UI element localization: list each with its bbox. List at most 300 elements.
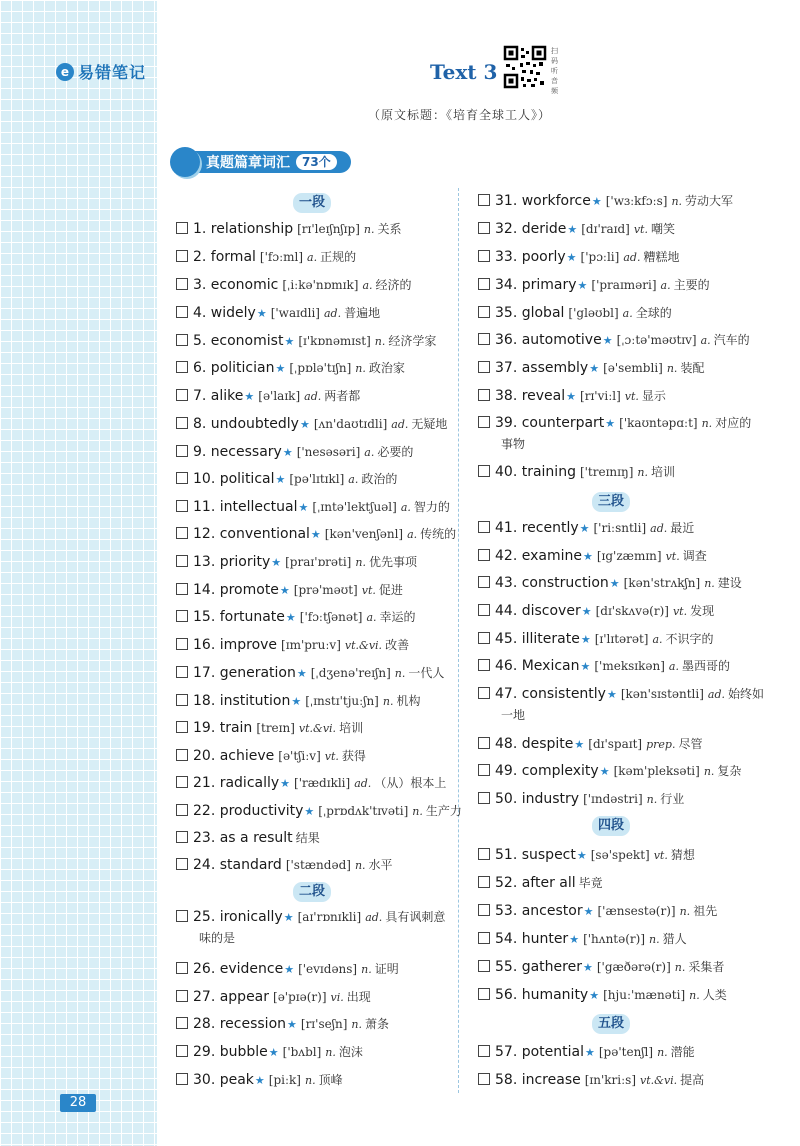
entry-meaning: 政治家 [368,361,405,375]
entry-phonetic: [dɪ'skʌvə(r)] [595,604,669,618]
vocab-entry [176,907,445,948]
entry-checkbox[interactable] [176,1073,188,1085]
star-icon: ★ [580,660,591,673]
entry-pos: vt.&vi. [298,722,337,735]
entry-word: 43. construction [495,575,609,591]
vocab-entry [176,303,380,324]
entry-meaning: 促进 [378,583,403,597]
entry-checkbox[interactable] [176,1017,188,1029]
vocab-entry [176,524,456,545]
entry-phonetic: [dɪ'spaɪt] [588,737,643,751]
star-icon: ★ [599,765,610,778]
entry-checkbox[interactable] [176,694,188,706]
entry-word: 45. illiterate [495,631,580,647]
entry-meaning: 具有讽刺意 [385,910,446,924]
entry-pos: n. [701,417,713,430]
star-icon: ★ [291,695,302,708]
entry-phonetic: [ˌɔːtə'məʊtɪv] [616,333,697,347]
star-icon: ★ [606,688,617,701]
entry-meaning: 经济的 [375,278,412,292]
entry-meaning: 正规的 [320,250,357,264]
entry-pos: a. [407,528,418,541]
vocab-entry [176,247,356,268]
entry-meaning: 顶峰 [318,1073,343,1087]
entry-word: 38. reveal [495,388,566,404]
star-icon: ★ [582,550,593,563]
entry-word: 55. gatherer [495,959,582,975]
entry-pos: n. [671,195,683,208]
star-icon: ★ [585,1046,595,1059]
vocab-entry [478,1042,695,1063]
brand [56,60,146,83]
entry-word: 30. peak [193,1072,254,1088]
entry-checkbox[interactable] [478,389,490,401]
vocab-entry [478,219,675,240]
entry-checkbox[interactable] [478,1045,490,1057]
entry-word: 9. necessary [193,444,282,460]
entry-checkbox[interactable] [478,306,490,318]
entry-pos: n. [351,1018,362,1031]
entry-checkbox[interactable] [478,632,490,644]
entry-pos: vt. [633,223,648,236]
entry-checkbox[interactable] [478,687,490,699]
entry-word: 22. productivity [193,803,304,819]
vocab-entry [176,1042,363,1063]
entry-word: 39. counterpart [495,415,605,431]
entry-word: 11. intellectual [193,499,298,515]
entry-checkbox[interactable] [478,737,490,749]
entry-checkbox[interactable] [478,792,490,804]
vocab-entry [176,773,446,794]
entry-pos: n. [704,577,715,590]
page-title: Text 3 [430,60,498,84]
entry-phonetic: [ə'pɪə(r)] [273,990,327,1004]
star-icon: ★ [271,556,282,569]
entry-word: 32. deride [495,221,567,237]
word-count-badge: 73个 [296,154,337,170]
star-icon: ★ [268,1046,279,1059]
entry-pos: vt. [672,605,688,618]
vocab-entry [478,247,679,268]
entry-phonetic: ['ænsestə(r)] [597,904,676,918]
entry-phonetic: [kən'sɪstəntli] [620,687,704,701]
vocab-entry [478,629,714,650]
entry-pos: a. [652,633,663,646]
entry-checkbox[interactable] [478,521,490,533]
entry-phonetic: ['nesəsəri] [296,445,361,459]
entry-meaning: 毕竟 [578,876,603,890]
entry-pos: a. [366,611,377,624]
entry-pos: n. [355,556,366,569]
star-icon: ★ [576,849,587,862]
entry-phonetic: [hjuː'mænəti] [603,988,686,1002]
entry-word: 5. economist [193,333,284,349]
vocab-entry [478,573,742,594]
entry-word: 27. appear [193,989,270,1005]
entry-phonetic: [pə'tenʃl] [598,1045,654,1059]
entry-meaning: 培训 [651,465,676,479]
entry-meaning: 潜能 [670,1045,695,1059]
entry-pos: n. [689,989,700,1002]
entry-meaning: 优先事项 [368,555,417,569]
entry-pos: ad. [365,911,383,924]
star-icon: ★ [579,522,590,535]
entry-checkbox[interactable] [478,904,490,916]
entry-phonetic: [pə'lɪtɪkl] [289,472,345,486]
search-icon [170,147,200,177]
margin-grid-strip [0,0,157,1146]
entry-pos: n. [674,961,686,974]
entry-meaning: 两者都 [324,389,361,403]
entry-meaning: 最近 [670,521,695,535]
entry-phonetic: [ɪn'kriːs] [584,1073,637,1087]
entry-checkbox[interactable] [478,576,490,588]
entry-word: 8. undoubtedly [193,416,299,432]
entry-meaning: 祖先 [693,904,718,918]
entry-word: 57. potential [495,1044,584,1060]
entry-checkbox[interactable] [176,250,188,262]
entry-word: 6. politician [193,360,275,376]
entry-checkbox[interactable] [176,555,188,567]
entry-phonetic: ['bʌbl] [282,1045,322,1059]
vocab-entry [478,684,764,725]
entry-meaning: 提高 [680,1073,705,1087]
entry-meaning: 发现 [690,604,715,618]
entry-pos: vt. [653,849,668,862]
star-icon: ★ [566,390,577,403]
star-icon: ★ [580,633,591,646]
entry-checkbox[interactable] [478,278,490,290]
entry-phonetic: [rɪ'viːl] [580,389,621,403]
star-icon: ★ [280,777,291,790]
column-divider [458,188,459,1093]
entry-checkbox[interactable] [176,962,188,974]
entry-meaning: 糟糕地 [643,250,680,264]
entry-checkbox[interactable] [478,1073,490,1085]
entry-checkbox[interactable] [478,659,490,671]
star-icon: ★ [284,335,295,348]
entry-word: 4. widely [193,305,256,321]
entry-pos: a. [364,446,375,459]
entry-word: 40. training [495,464,576,480]
entry-phonetic: [ˌiːkə'nɒmɪk] [282,278,359,292]
entry-meaning: 建设 [717,576,742,590]
star-icon: ★ [283,911,294,924]
entry-checkbox[interactable] [478,604,490,616]
entry-word: 58. increase [495,1072,581,1088]
entry-checkbox[interactable] [176,389,188,401]
vocab-entry [176,635,409,656]
entry-word: 49. complexity [495,763,599,779]
entry-word: 24. standard [193,857,282,873]
entry-phonetic: ['rædɪkli] [294,776,351,790]
entry-word: 37. assembly [495,360,589,376]
entry-word: 20. achieve [193,748,275,764]
entry-meaning: 始终如 [728,687,765,701]
entry-checkbox[interactable] [176,527,188,539]
entry-phonetic: [ə'sembli] [603,361,663,375]
entry-checkbox[interactable] [176,1045,188,1057]
entry-checkbox[interactable] [176,500,188,512]
entry-phonetic: [kəm'pleksəti] [613,764,700,778]
entry-meaning: 生产力 [425,804,462,818]
original-title-note: （原文标题：《培育全球工人》） [368,108,552,122]
vocab-entry [176,580,403,601]
vocab-entry [176,801,462,822]
vocab-entry [478,601,714,622]
entry-meaning: 调查 [682,549,707,563]
star-icon: ★ [275,473,286,486]
vocab-entry [478,789,684,810]
entry-pos: vt. [624,390,639,403]
entry-pos: n. [666,362,678,375]
page-number: 28 [60,1094,96,1112]
entry-word: 7. alike [193,388,244,404]
star-icon: ★ [577,279,588,292]
entry-meaning: 一代人 [408,666,445,680]
entry-pos: a. [400,501,411,514]
entry-word: 25. ironically [193,909,283,925]
entry-pos: ad. [304,390,322,403]
entry-pos: n. [355,362,366,375]
entry-checkbox[interactable] [478,465,490,477]
entry-meaning: 猎人 [662,932,687,946]
vocab-entry [478,761,741,782]
brand-logo-icon: e [56,63,74,81]
entry-checkbox[interactable] [176,222,188,234]
entry-pos: n. [637,466,649,479]
entry-word: 13. priority [193,554,271,570]
star-icon: ★ [569,933,580,946]
entry-checkbox[interactable] [176,776,188,788]
entry-checkbox[interactable] [478,932,490,944]
entry-phonetic: ['ɪndəstri] [583,792,643,806]
entry-meaning: 政治的 [361,472,398,486]
vocab-entry [176,386,360,407]
paragraph-label: 三段 [592,492,630,512]
entry-phonetic: [prə'məʊt] [293,583,358,597]
entry-word: 44. discover [495,603,581,619]
star-icon: ★ [296,667,307,680]
entry-pos: vi. [330,991,344,1004]
entry-checkbox[interactable] [176,831,188,843]
entry-checkbox[interactable] [176,306,188,318]
entry-phonetic: [ɪm'pruːv] [281,638,341,652]
entry-checkbox[interactable] [478,988,490,1000]
star-icon: ★ [310,528,321,541]
entry-checkbox[interactable] [176,472,188,484]
entry-checkbox[interactable] [176,858,188,870]
entry-pos: a. [622,307,633,320]
entry-meaning: 对应的 [715,416,752,430]
entry-checkbox[interactable] [176,417,188,429]
vocab-entry [478,957,724,978]
entry-meaning-continued: 事物 [501,437,526,451]
entry-checkbox[interactable] [478,848,490,860]
entry-pos: n. [325,1046,336,1059]
star-icon: ★ [566,251,577,264]
entry-phonetic: ['waɪdli] [270,306,320,320]
entry-word: 3. economic [193,277,279,293]
star-icon: ★ [256,307,267,320]
entry-word: 48. despite [495,736,574,752]
vocab-entry [478,656,730,677]
entry-checkbox[interactable] [176,583,188,595]
vocab-entry [176,607,416,628]
entry-phonetic: [ˌɪnstɪ'tjuːʃn] [305,694,379,708]
entry-phonetic: ['kaʊntəpɑːt] [619,416,698,430]
entry-checkbox[interactable] [176,749,188,761]
entry-meaning: （从）根本上 [374,776,447,790]
vocab-entry [176,987,371,1008]
entry-checkbox[interactable] [478,416,490,428]
entry-checkbox[interactable] [176,638,188,650]
vocab-entry [478,873,603,893]
entry-word: 2. formal [193,249,256,265]
entry-checkbox[interactable] [478,194,490,206]
entry-phonetic: [ˌɪntə'lektʃuəl] [312,500,397,514]
vocab-entry [176,959,399,980]
entry-meaning: 墨西哥的 [681,659,730,673]
entry-meaning: 水平 [368,858,393,872]
star-icon: ★ [589,989,600,1002]
entry-phonetic: ['gæðərə(r)] [596,960,671,974]
entry-pos: vt. [665,550,680,563]
vocab-entry [478,413,751,454]
vocab-entry [176,414,447,435]
qr-code-icon[interactable] [503,45,547,89]
entry-meaning: 不识字的 [665,632,714,646]
entry-meaning: 必要的 [377,445,414,459]
star-icon: ★ [275,362,286,375]
entry-word: 12. conventional [193,526,310,542]
entry-word: 33. poorly [495,249,566,265]
entry-meaning: 泡沫 [338,1045,363,1059]
vocab-entry [478,191,733,212]
entry-pos: n. [361,963,372,976]
entry-meaning: 无疑地 [411,417,448,431]
entry-pos: ad. [623,251,641,264]
entry-checkbox[interactable] [176,445,188,457]
vocab-entry [478,358,704,379]
entry-checkbox[interactable] [176,990,188,1002]
entry-phonetic: [rɪ'seʃn] [300,1017,348,1031]
entry-word: 52. after all [495,875,576,891]
star-icon: ★ [609,577,620,590]
entry-word: 15. fortunate [193,609,285,625]
entry-pos: n. [304,1074,316,1087]
star-icon: ★ [591,195,602,208]
entry-pos: a. [362,279,373,292]
entry-checkbox[interactable] [176,334,188,346]
entry-checkbox[interactable] [176,804,188,816]
star-icon: ★ [583,905,594,918]
entry-meaning: 幸运的 [379,610,416,624]
entry-pos: n. [382,695,394,708]
vocab-entry [478,1070,704,1091]
entry-word: 1. relationship [193,221,294,237]
star-icon: ★ [574,738,585,751]
entry-meaning: 证明 [374,962,399,976]
brand-name: 易错笔记 [78,63,147,82]
star-icon: ★ [605,417,616,430]
entry-word: 31. workforce [495,193,591,209]
entry-meaning-continued: 一地 [501,708,526,722]
entry-checkbox[interactable] [176,666,188,678]
star-icon: ★ [287,1018,297,1031]
entry-checkbox[interactable] [176,721,188,733]
entry-checkbox[interactable] [478,361,490,373]
vocab-entry [478,901,717,922]
vocab-entry [478,386,666,407]
entry-phonetic: [aɪ'rɒnɪkli] [297,910,362,924]
entry-meaning: 智力的 [413,500,450,514]
entry-word: 42. examine [495,548,582,564]
entry-phonetic: [piːk] [268,1073,301,1087]
entry-phonetic: ['fɔːml] [259,250,304,264]
entry-checkbox[interactable] [478,960,490,972]
entry-meaning: 出现 [346,990,371,1004]
entry-pos: vt.&vi. [344,639,383,652]
qr-caption: 扫码听音频 [551,47,558,95]
entry-meaning: 装配 [680,361,705,375]
entry-pos: n. [657,1046,668,1059]
vocab-entry [478,546,707,567]
entry-phonetic: [ʌn'daʊtɪdli] [313,417,388,431]
vocab-entry [176,469,397,490]
entry-meaning: 普遍地 [344,306,381,320]
entry-phonetic: ['gləʊbl] [568,306,619,320]
entry-phonetic: ['fɔːtʃənət] [299,610,363,624]
entry-pos: n. [646,793,658,806]
entry-checkbox[interactable] [176,361,188,373]
entry-meaning: 尽管 [678,737,703,751]
section-title: 真题篇章词汇 [206,155,290,171]
entry-pos: n. [363,223,375,236]
entry-phonetic: [ɪ'kɒnəmɪst] [298,334,371,348]
vocab-entry [176,1070,343,1091]
entry-pos: ad. [324,307,342,320]
entry-checkbox[interactable] [478,222,490,234]
entry-pos: n. [679,905,691,918]
entry-checkbox[interactable] [176,910,188,922]
star-icon: ★ [602,334,613,347]
entry-phonetic: ['treɪnɪŋ] [579,465,634,479]
entry-word: 34. primary [495,277,577,293]
entry-meaning: 萧条 [364,1017,389,1031]
entry-phonetic: [dɪ'raɪd] [581,222,630,236]
entry-word: 21. radically [193,775,280,791]
entry-checkbox[interactable] [176,278,188,290]
entry-checkbox[interactable] [478,250,490,262]
section-header [170,147,351,177]
entry-checkbox[interactable] [176,610,188,622]
entry-phonetic: ['meksɪkən] [594,659,665,673]
entry-word: 26. evidence [193,961,284,977]
entry-pos: n. [354,859,366,872]
entry-meaning: 经济学家 [388,334,437,348]
entry-checkbox[interactable] [478,764,490,776]
entry-checkbox[interactable] [478,876,490,888]
vocab-entry [478,985,727,1006]
entry-pos: ad. [354,777,372,790]
entry-checkbox[interactable] [478,549,490,561]
entry-pos: ad. [707,688,726,701]
entry-checkbox[interactable] [478,333,490,345]
entry-meaning: 机构 [396,694,421,708]
entry-meaning: 主要的 [673,278,710,292]
entry-word: 29. bubble [193,1044,268,1060]
